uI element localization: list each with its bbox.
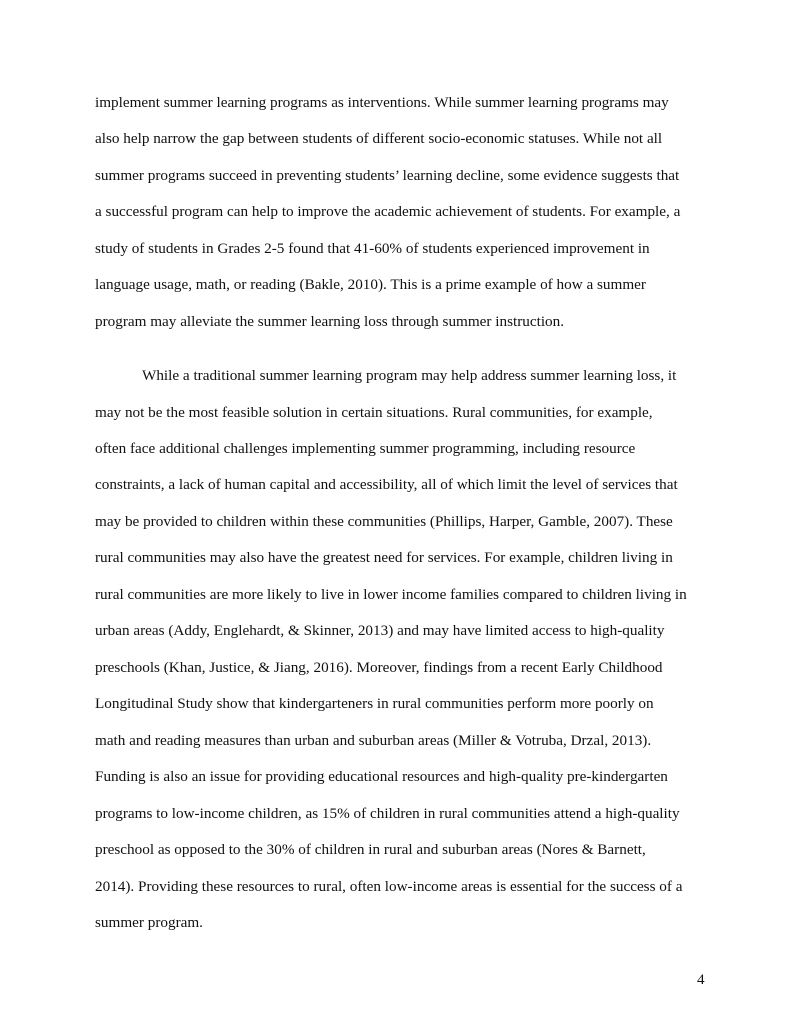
text-line: Funding is also an issue for providing educational resources and high-quality pre-kindergarten bbox=[95, 768, 668, 785]
text-line: may be provided to children within these communities (Phillips, Harper, Gamble, 2007). These bbox=[95, 513, 673, 530]
text-line: Longitudinal Study show that kindergarteners in rural communities perform more poorly on bbox=[95, 695, 654, 712]
text-line: programs to low-income children, as 15% of children in rural communities attend a high-quality bbox=[95, 805, 680, 822]
text-line: rural communities may also have the greatest need for services. For example, children living in bbox=[95, 549, 673, 566]
text-line: language usage, math, or reading (Bakle, 2010). This is a prime example of how a summer bbox=[95, 276, 646, 293]
text-line: preschools (Khan, Justice, & Jiang, 2016). Moreover, findings from a recent Early Childhood bbox=[95, 659, 663, 676]
text-line: summer programs succeed in preventing students’ learning decline, some evidence suggests that bbox=[95, 167, 680, 184]
text-line: a successful program can help to improve the academic achievement of students. For example, a bbox=[95, 203, 681, 220]
text-line: may not be the most feasible solution in certain situations. Rural communities, for example, bbox=[95, 404, 653, 421]
text-line: study of students in Grades 2-5 found that 41-60% of students experienced improvement in bbox=[95, 240, 650, 257]
text-line: preschool as opposed to the 30% of children in rural and suburban areas (Nores & Barnett, bbox=[95, 841, 646, 858]
text-line: rural communities are more likely to live in lower income families compared to children living in bbox=[95, 586, 687, 603]
text-line: implement summer learning programs as interventions. While summer learning programs may bbox=[95, 94, 669, 111]
text-line: 2014). Providing these resources to rural, often low-income areas is essential for the success of a bbox=[95, 878, 683, 895]
text-line: program may alleviate the summer learning loss through summer instruction. bbox=[95, 313, 565, 330]
text-line: math and reading measures than urban and suburban areas (Miller & Votruba, Drzal, 2013). bbox=[95, 732, 652, 749]
text-line: often face additional challenges implementing summer programming, including resource bbox=[95, 440, 636, 457]
text-line: constraints, a lack of human capital and accessibility, all of which limit the level of services that bbox=[95, 476, 678, 493]
text-line: While a traditional summer learning program may help address summer learning loss, it bbox=[142, 367, 677, 384]
text-line: urban areas (Addy, Englehardt, & Skinner, 2013) and may have limited access to high-quality bbox=[95, 622, 665, 639]
page-number: 4 bbox=[697, 971, 705, 988]
text-line: summer program. bbox=[95, 914, 203, 931]
text-line: also help narrow the gap between students of different socio-economic statuses. While not all bbox=[95, 130, 663, 147]
